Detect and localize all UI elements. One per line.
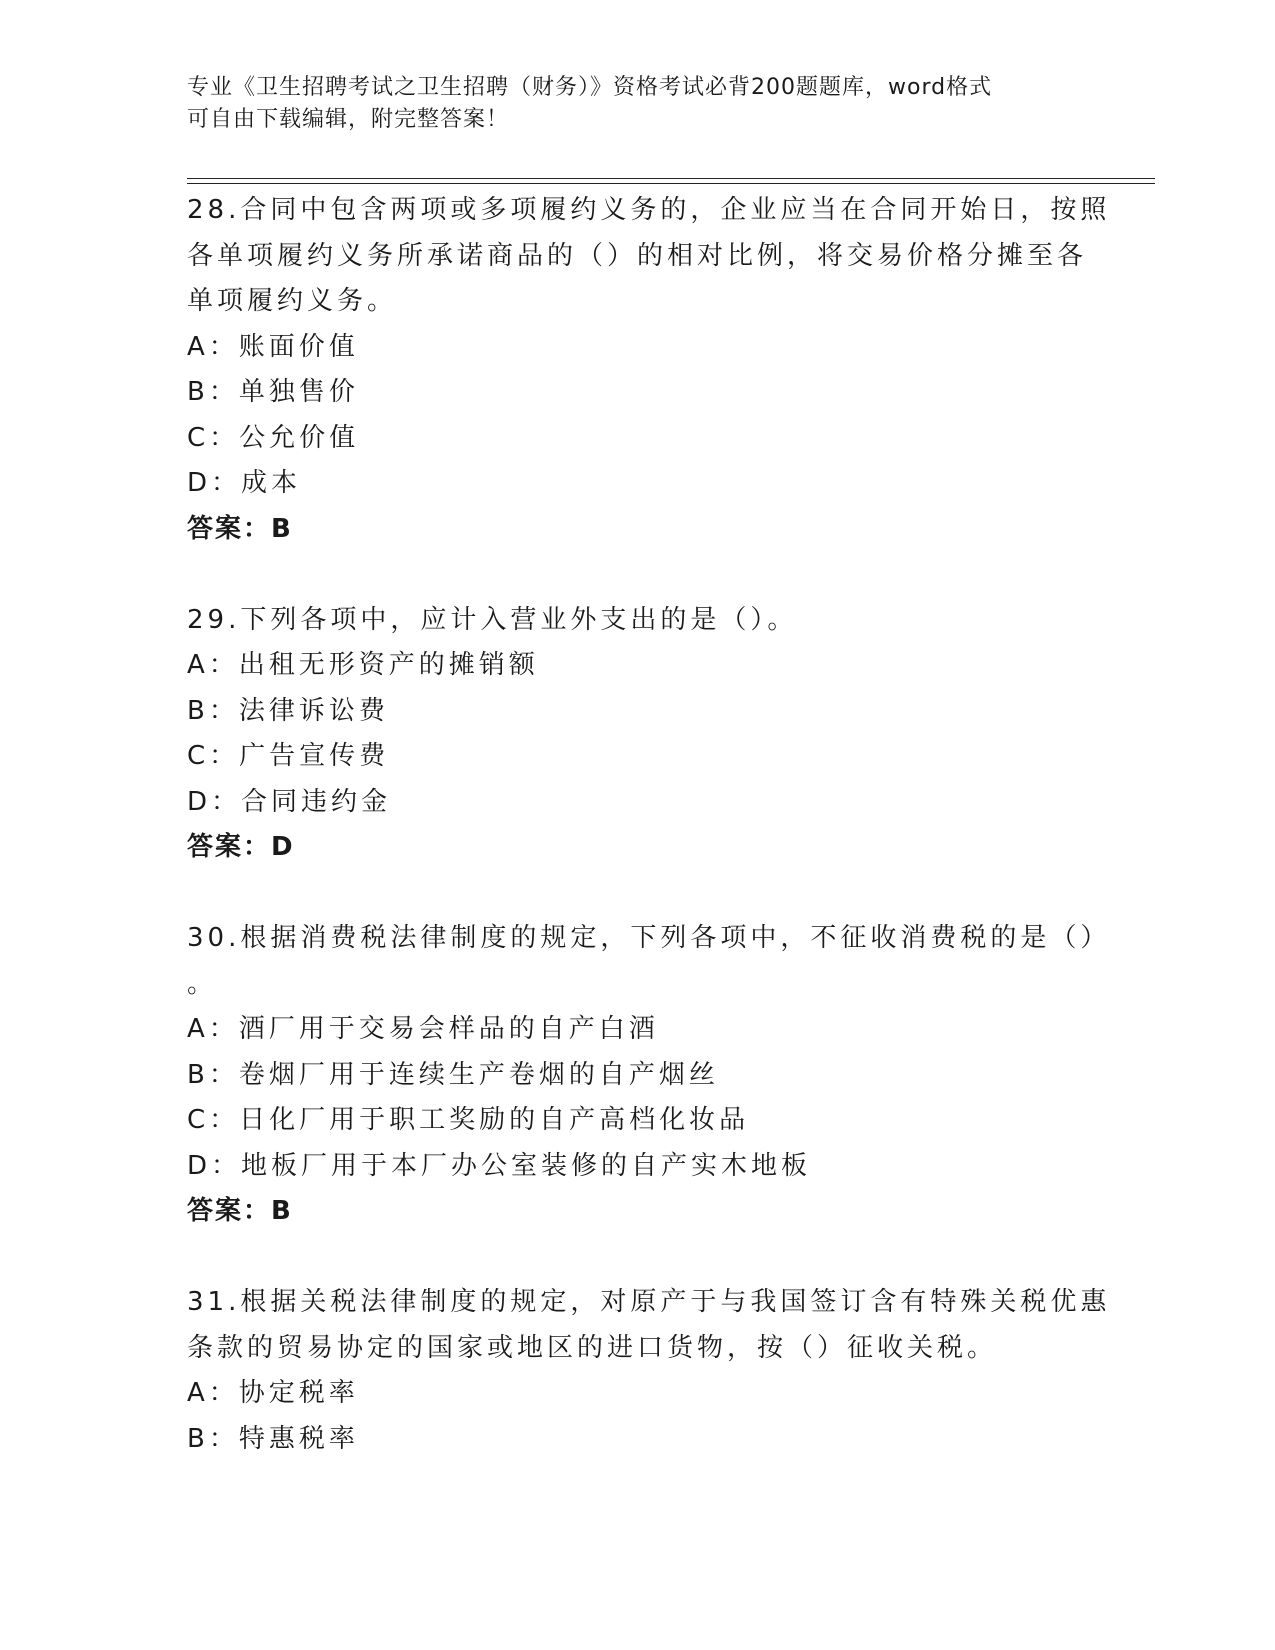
- question-text-line: 28.合同中包含两项或多项履约义务的，企业应当在合同开始日，按照: [187, 195, 1111, 225]
- question-list: [187, 188, 1111, 1462]
- question-30: [187, 916, 1111, 1280]
- option-a: A：出租无形资产的摊销额: [187, 650, 539, 680]
- option-a: A：协定税率: [187, 1378, 359, 1408]
- question-31: [187, 1280, 1111, 1462]
- question-text-line: 31.根据关税法律制度的规定，对原产于与我国签订含有特殊关税优惠: [187, 1287, 1111, 1317]
- option-b: B：法律诉讼费: [187, 695, 389, 726]
- question-spacer: [187, 871, 1087, 917]
- answer-label: 答案：D: [187, 832, 295, 862]
- question-text-line: 各单项履约义务所承诺商品的（）的相对比例，将交易价格分摊至各: [187, 240, 1088, 271]
- header-divider-bottom: [187, 183, 1155, 184]
- option-b: B：特惠税率: [187, 1423, 359, 1454]
- question-text-line: 29.下列各项中，应计入营业外支出的是（）。: [187, 604, 798, 635]
- answer-label: 答案：B: [187, 513, 293, 544]
- option-b: B：卷烟厂用于连续生产卷烟的自产烟丝: [187, 1059, 719, 1090]
- option-c: C：公允价值: [187, 422, 360, 453]
- question-text-line: 单项履约义务。: [187, 286, 398, 316]
- header-title-line-1: 专业《卫生招聘考试之卫生招聘（财务）》资格考试必背200题题库，word格式: [187, 75, 993, 100]
- question-text-line: 。: [187, 968, 218, 999]
- option-c: C：日化厂用于职工奖励的自产高档化妆品: [187, 1105, 750, 1135]
- option-d: D：成本: [187, 468, 302, 498]
- option-c: C：广告宣传费: [187, 741, 390, 771]
- header-title-line-2: 可自由下载编辑，附完整答案！: [187, 107, 510, 132]
- answer-label: 答案：B: [187, 1196, 293, 1226]
- question-28: [187, 188, 1111, 598]
- question-text-line: 30.根据消费税法律制度的规定，下列各项中，不征收消费税的是（）: [187, 923, 1111, 953]
- option-d: D：合同违约金: [187, 786, 392, 817]
- question-29: [187, 598, 1087, 917]
- option-d: D：地板厂用于本厂办公室装修的自产实木地板: [187, 1150, 812, 1181]
- option-a: A：账面价值: [187, 331, 359, 362]
- question-spacer: [187, 552, 1087, 598]
- question-spacer: [187, 1235, 1087, 1281]
- question-text-line: 条款的贸易协定的国家或地区的进口货物，按（）征收关税。: [187, 1332, 998, 1363]
- option-a: A：酒厂用于交易会样品的自产白酒: [187, 1014, 659, 1044]
- document-header: [187, 72, 1087, 136]
- header-divider-top: [187, 178, 1155, 179]
- option-b: B：单独售价: [187, 377, 359, 407]
